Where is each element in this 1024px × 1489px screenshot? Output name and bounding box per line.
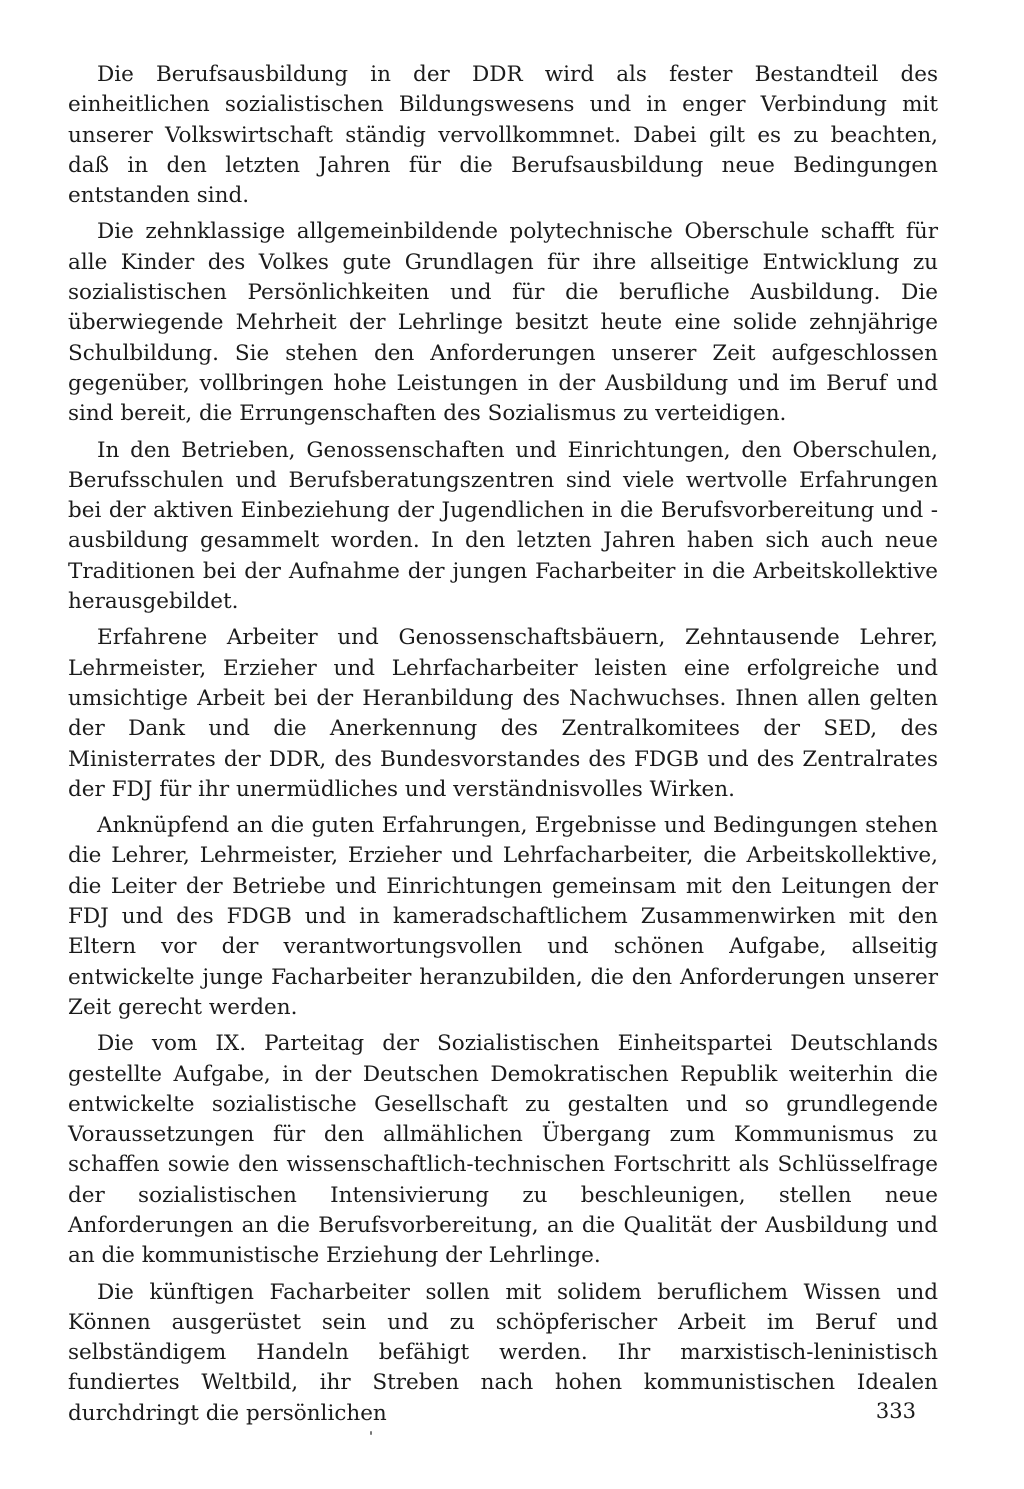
- paragraph-acknowledgement: Erfahrene Arbeiter und Genossenschaftsbäuern, Zehntausende Lehrer, Lehrmeister, Erzieher und Lehrfacharbeiter leisten eine erfolgreiche und umsichtige Arbeit bei der Heranbildung des Nachwuchses. Ihnen allen gelten der Dank und die Anerkennung des Zentralkomitees der SED, des Ministerrates der DDR, des Bundesvorstandes des FDGB und des Zentralrates der FDJ für ihr unermüdliches und verständnisvolles Wirken.: [68, 625, 938, 802]
- paragraph-future-workers: Die künftigen Facharbeiter sollen mit solidem beruflichem Wissen und Können ausgerüstet sein und zu schöpferischer Arbeit im Beruf und selbständigem Handeln befähigt werden. Ihr marxistisch-leninistisch fundiertes Weltbild, ihr Streben nach hohen kommunistischen Idealen durchdringt die persönlichen: [68, 1279, 938, 1426]
- document-body: [68, 60, 938, 1429]
- paragraph-polytechnic-school: Die zehnklassige allgemeinbildende polytechnische Oberschule schafft für alle Kinder des Volkes gute Grundlagen für ihre allseitige Entwicklung zu sozialistischen Persönlichkeiten und für die berufliche Ausbildung. Die überwiegende Mehrheit der Lehrlinge besitzt heute eine solide zehnjährige Schulbildung. Sie stehen den Anforderungen unserer Zeit aufgeschlossen gegenüber, vollbringen hohe Leistungen in der Ausbildung und im Beruf und sind bereit, die Errungenschaften des Sozialismus zu verteidigen.: [68, 219, 938, 427]
- paragraph-vocational-training: Die Berufsausbildung in der DDR wird als fester Bestandteil des einheitlichen sozialistischen Bildungswesens und in enger Verbindung mit unserer Volkswirtschaft ständig vervollkommnet. Dabei gilt es zu beachten, daß in den letzten Jahren für die Berufsausbildung neue Bedingungen entstanden sind.: [68, 62, 938, 209]
- paragraph-party-congress-task: Die vom IX. Parteitag der Sozialistischen Einheitspartei Deutschlands gestellte Aufgabe, in der Deutschen Demokratischen Republik weiterhin die entwickelte sozialistische Gesellschaft zu gestalten und so grundlegende Voraussetzungen für den allmählichen Übergang zum Kommunismus zu schaffen sowie den wissenschaftlich-technischen Fortschritt als Schlüsselfrage der sozialistischen Intensivierung zu beschleunigen, stellen neue Anforderungen an die Berufsvorbereitung, an die Qualität der Ausbildung und an die kommunistische Erziehung der Lehrlinge.: [68, 1031, 938, 1269]
- scan-speck-mark: [370, 1431, 372, 1435]
- page-number: 333: [875, 1399, 916, 1423]
- paragraph-enterprises-experience: In den Betrieben, Genossenschaften und Einrichtungen, den Oberschulen, Berufsschulen und Berufsberatungszentren sind viele wertvolle Erfahrungen bei der aktiven Einbeziehung der Jugendlichen in die Berufsvorbereitung und -ausbildung gesammelt worden. In den letzten Jahren haben sich auch neue Traditionen bei der Aufnahme der jungen Facharbeiter in die Arbeitskollektive herausgebildet.: [68, 437, 938, 615]
- paragraph-skilled-workers-task: Anknüpfend an die guten Erfahrungen, Ergebnisse und Bedingungen stehen die Lehrer, Lehrmeister, Erzieher und Lehrfacharbeiter, die Arbeitskollektive, die Leiter der Betriebe und Einrichtungen gemeinsam mit den Leitungen der FDJ und des FDGB und in kameradschaftlichem Zusammenwirken mit den Eltern vor der verantwortungsvollen und schönen Aufgabe, allseitig entwickelte junge Facharbeiter heranzubilden, die den Anforderungen unserer Zeit gerecht werden.: [68, 813, 938, 1020]
